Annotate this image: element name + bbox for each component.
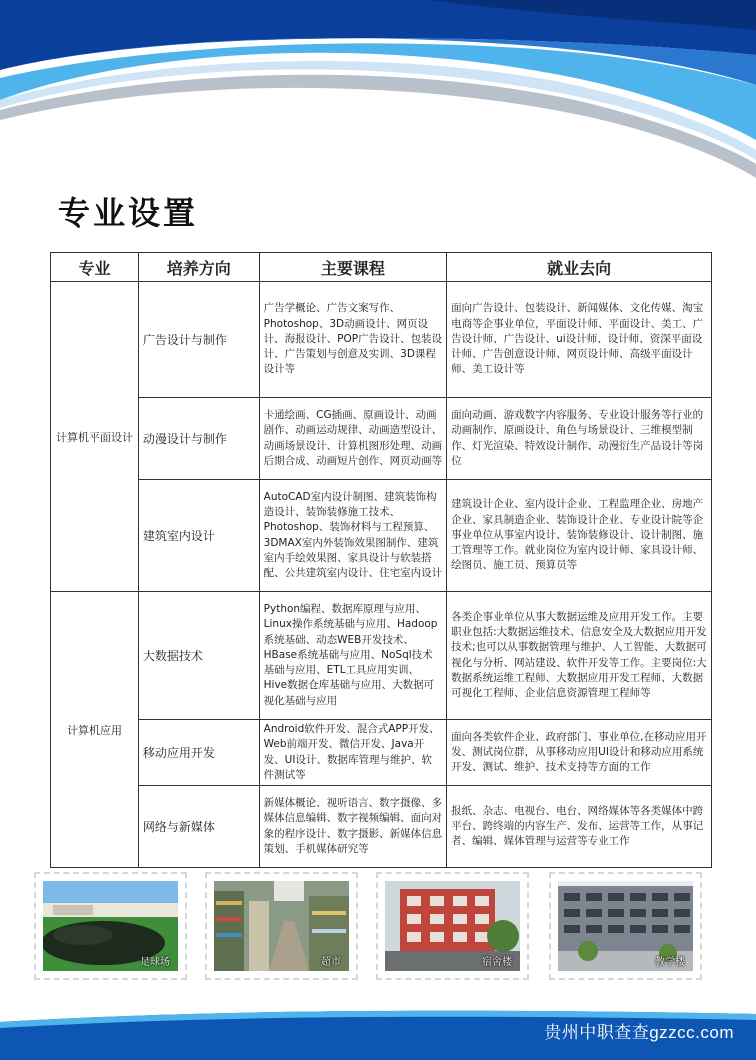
header-major: 专业 [51,253,139,282]
direction-cell: 动漫设计与制作 [138,398,259,480]
direction-cell: 大数据技术 [138,592,259,720]
photo-caption: 超市 [321,957,341,968]
table-row [51,282,712,398]
jobs-cell: 面向动画、游戏数字内容服务、专业设计服务等行业的动画制作、原画设计、角色与场景设计、三维模型制作、灯光渲染、特效设计制作、动漫衍生产品设计等岗位 [447,398,712,480]
courses-cell: Python编程、数据库原理与应用、Linux操作系统基础与应用、Hadoop系统基础、动态WEB开发技术、HBase系统基础与应用、NoSql技术基础与应用、ETL工具应用实训、Hive数据仓库基础与应用、大数据可视化基础与应用 [259,592,446,720]
header-courses: 主要课程 [259,253,446,282]
header-wave-banner [0,0,756,200]
table-row [51,398,712,480]
courses-cell: Android软件开发、混合式APP开发、Web前端开发、微信开发、Java开发、UI设计、数据库管理与维护、软件测试等 [259,720,446,786]
header-jobs: 就业去向 [447,253,712,282]
photo-caption: 足球场 [140,957,170,968]
major-table [50,252,712,868]
direction-cell: 广告设计与制作 [138,282,259,398]
photo-dormitory [376,872,529,980]
table-row [51,720,712,786]
footer-watermark: 贵州中职查查gzzcc.com [544,1023,734,1042]
courses-cell: 广告学概论、广告文案写作、Photoshop、3D动画设计、网页设计、海报设计、POP广告设计、包装设计、广告策划与创意及实训、3D课程设计等 [259,282,446,398]
photo-football-field [34,872,187,980]
jobs-cell: 面向广告设计、包装设计、新闻媒体、文化传媒、淘宝电商等企事业单位，平面设计师、平面设计、美工、广告设计师、广告设计、ui设计师、设计师、资深平面设计师、广告创意设计师、网页设计师、高级平面设计师、美工设计等 [447,282,712,398]
jobs-cell: 各类企事业单位从事大数据运维及应用开发工作。主要职业包括:大数据运维技术、信息安全及大数据应用开发技术;也可以从事数据管理与维护、人工智能、大数据可视化与分析、网站建设、软件开发等工作。主要岗位:大数据系统运维工程师、大数据应用开发工程师、大数据可视化工程师、企业信息资源管理工程师等 [447,592,712,720]
page-title: 专业设置 [58,194,199,232]
major-cell: 计算机应用 [51,592,139,868]
courses-cell: 卡通绘画、CG插画、原画设计、动画剧作、动画运动规律、动画造型设计、动画场景设计、计算机图形处理、动画后期合成、动画短片创作、网页动画等 [259,398,446,480]
jobs-cell: 报纸、杂志、电视台、电台、网络媒体等各类媒体中跨平台、跨终端的内容生产、发布、运营等工作，从事记者、编辑、媒体管理与运营等专业工作 [447,786,712,868]
table-row [51,592,712,720]
courses-cell: AutoCAD室内设计制图、建筑装饰构造设计、装饰装修施工技术、Photoshop、装饰材料与工程预算、3DMAX室内外装饰效果图制作、建筑室内手绘效果图、家具设计与软装搭配、公共建筑室内设计、住宅室内设计 [259,480,446,592]
photo-caption: 宿舍楼 [482,957,512,968]
direction-cell: 网络与新媒体 [138,786,259,868]
header-direction: 培养方向 [138,253,259,282]
photo-teaching-building [549,872,702,980]
direction-cell: 移动应用开发 [138,720,259,786]
direction-cell: 建筑室内设计 [138,480,259,592]
major-cell: 计算机平面设计 [51,282,139,592]
courses-cell: 新媒体概论、视听语言、数字摄像、多媒体信息编辑、数字视频编辑、面向对象的程序设计、数字摄影、新媒体信息策划、手机媒体研究等 [259,786,446,868]
table-header-row [51,253,712,282]
photo-supermarket [205,872,358,980]
photo-caption: 教学楼 [655,957,685,968]
jobs-cell: 面向各类软件企业、政府部门、事业单位,在移动应用开发、测试岗位群，从事移动应用UI设计和移动应用系统开发、测试、维护、技术支持等方面的工作 [447,720,712,786]
table-row [51,480,712,592]
table-row [51,786,712,868]
jobs-cell: 建筑设计企业、室内设计企业、工程监理企业、房地产企业、家具制造企业、装饰设计企业、专业设计院等企事业单位从事室内设计、装饰装修设计、设计制图、施工管理等工作。就业岗位为室内设计师、家具设计师、绘图员、施工员、预算员等 [447,480,712,592]
